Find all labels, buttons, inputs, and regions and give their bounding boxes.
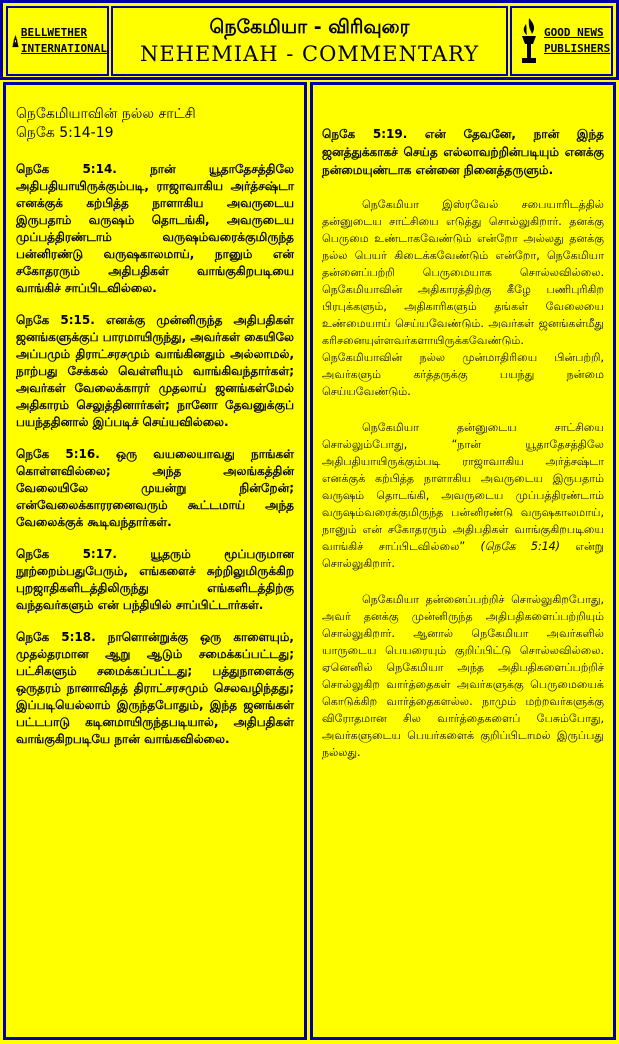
commentary-paragraph-2-end: என்று சொல்லுகிறார்.	[322, 540, 604, 570]
verse-5-14: நெகே 5:14. நான் யூதாதேசத்திலே அதிபதியாயிருக்கும்படி, ராஜாவாகிய அர்த்சஷ்டா எனக்குக் கற்பித்த நாளாகிய அவருடைய இருபதாம் வருஷம் தொடங்கி, அவருடைய முப்பத்திரண்டாம் வருஷம்வரைக்குமிருந்த பன்னிரண்டு வருஷகாலமாய், நானும் என் சகோதரரும் அதிபதிகள் வாங்குகிறபடியை வாங்கிச் சாப்பிடவில்லை.	[16, 162, 294, 295]
publisher-right-line2: PUBLISHERS	[544, 42, 611, 55]
title-english: NEHEMIAH - COMMENTARY	[139, 42, 480, 66]
publisher-right-line1: GOOD NEWS	[544, 26, 604, 39]
section-title: நெகேமியாவின் நல்ல சாட்சி	[16, 106, 196, 122]
publisher-left-line1: BELLWETHER	[20, 26, 88, 39]
verse-5-19: நெகே 5:19. என் தேவனே, நான் இந்த ஜனத்துக்காகச் செய்த எல்லாவற்றின்படியும் எனக்கு நன்மையுண்டாக என்னை நினைத்தருளும்.	[322, 127, 604, 177]
bell-tower-icon	[12, 16, 19, 66]
section-heading	[16, 105, 294, 143]
commentary-quote: நெகேமியா தன்னுடைய சாட்சியை சொல்லும்போது, “நான் யூதாதேசத்திலே அதிபதியாயிருக்கும்படி ராஜாவாகிய அர்த்சஷ்டா எனக்குக் கற்பித்த நாளாகிய அவருடைய இருபதாம் வருஷம் தொடங்கி, அவருடைய முப்பத்திரண்டாம் வருஷம்வரைக்குமிருந்த பன்னிரண்டு வருஷகாலமாய், நானும் என் சகோதரரும் அதிபதிகள் வாங்குகிறபடியை வாங்கிச் சாப்பிடவில்லை”	[322, 421, 604, 553]
section-reference: நெகே 5:14-19	[16, 125, 114, 141]
verse-5-15: நெகே 5:15. எனக்கு முன்னிருந்த அதிபதிகள் ஜனங்களுக்குப் பாரமாயிருந்து, அவர்கள் கையிலே அப்பமும் திராட்சரசமும் வாங்கினதும் அல்லாமல், நாற்பது சேக்கல் வெள்ளியும் வாங்கிவந்தார்கள்; அவர்கள் வேலைக்காரர் முதலாய் ஜனங்கள்மேல் அதிகாரம் செலுத்தினார்கள்; நானோ தேவனுக்குப் பயந்ததினால் இப்படிச் செய்யவில்லை.	[16, 313, 294, 429]
right-column	[310, 82, 616, 1040]
publisher-left-line2: INTERNATIONAL	[20, 42, 107, 55]
title-box	[111, 6, 508, 76]
commentary-paragraph-1: நெகேமியா இஸ்ரவேல் சபையாரிடத்தில் தன்னுடைய சாட்சியை எடுத்து சொல்லுகிறார். தனக்கு பெருமை உண்டாகவேண்டும் என்றோ அல்லது தனக்கு நல்ல பெயர் கிடைக்கவேண்டும் என்றோ, நெகேமியா தன்னைப்பற்றி பெருமையாக சொல்லவில்லை. நெகேமியாவின் அதிகாரத்திற்கு கீழே பணிபுரிகிற பிரபுக்களும், அதிகாரிகளும் தங்கள் வேலையை உண்மையாய் செய்யவேண்டும். அவர்கள் ஜனங்கள்மீது கரிசனையுள்ளவர்களாயிருக்கவேண்டும். நெகேமியாவின் நல்ல முன்மாதிரியை பின்பற்றி, அவர்களும் கர்த்தருக்கு பயந்து நன்மை செய்யவேண்டும்.	[322, 198, 604, 398]
verse-reference: (நெகே 5:14)	[480, 540, 560, 553]
title-tamil: நெகேமியா - விரிவுரை	[209, 16, 410, 38]
commentary-paragraph-2	[322, 419, 604, 572]
header	[0, 0, 619, 80]
verse-5-18: நெகே 5:18. நாளொன்றுக்கு ஒரு காளையும், முதல்தரமான ஆறு ஆடும் சமைக்கப்பட்டது; பட்சிகளும் சமைக்கப்பட்டது; பத்துநாளைக்கு ஒருதரம் நானாவிதத் திராட்சரசமும் செலவழிந்தது; இப்படியெல்லாம் இருந்தபோதும், இந்த ஜனங்கள் பட்டபாடு கடினமாயிருந்தபடியால், அதிபதிகள் வாங்குகிறபடியே நான் வாங்கவில்லை.	[16, 630, 294, 746]
torch-icon	[516, 16, 542, 66]
commentary-paragraph-3: நெகேமியா தன்னைப்பற்றிச் சொல்லுகிறபோது, அவர் தனக்கு முன்னிருந்த அதிபதிகளைப்பற்றியும் சொல்லுகிறார். ஆனால் நெகேமியா அவர்களில் யாருடைய பெயரையும் குறிப்பிட்டு சொல்லவில்லை. ஏனெனில் நெகேமியா அந்த அதிபதிகளைப்பற்றிச் சொல்லுகிற வார்த்தைகள் அவர்களுக்கு பெருமையைக் கொடுக்கிற வார்த்தைகளல்ல. நாமும் மற்றவர்களுக்கு விரோதமான சில வார்த்தைகளைப் பேசும்போது, அவர்களுடைய பெயர்களைக் குறிப்பிடாமல் இருப்பது நல்லது.	[322, 593, 604, 759]
good-news-logo	[510, 6, 613, 76]
verse-5-17: நெகே 5:17. யூதரும் மூப்பருமான நூற்றைம்பதுபேரும், எங்களைச் சுற்றிலுமிருக்கிற புறஜாதிகளிடத்திலிருந்து எங்களிடத்திற்கு வந்தவர்களும் என் பந்தியில் சாப்பிட்டார்கள்.	[16, 547, 294, 612]
left-column	[3, 82, 307, 1040]
verse-5-16: நெகே 5:16. ஒரு வயலையாவது நாங்கள் கொள்ளவில்லை; அந்த அலங்கத்தின் வேலையிலே முயன்று நின்றேன்; என்வேலைக்காரரனைவரும் கூட்டமாய் அந்த வேலைக்குக் கூடிவந்தார்கள்.	[16, 447, 294, 529]
bellwether-logo	[6, 6, 109, 76]
